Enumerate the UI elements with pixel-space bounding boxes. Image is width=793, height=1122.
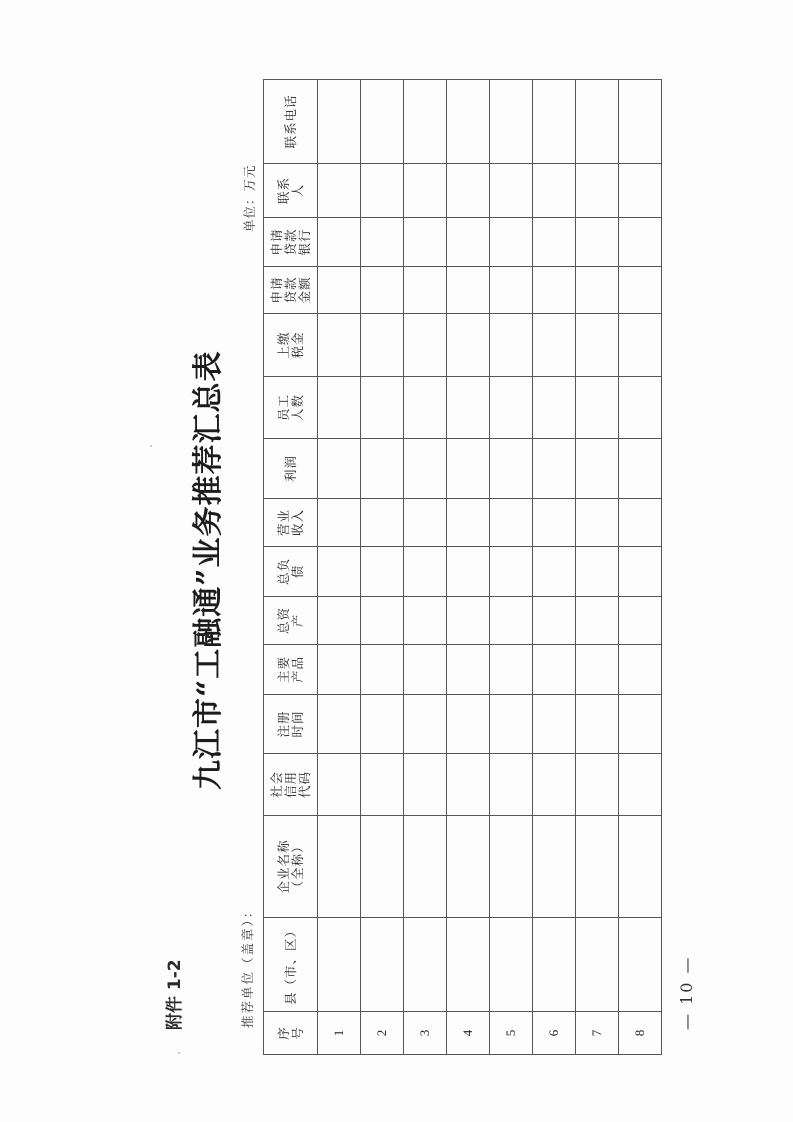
cell-profit[interactable] [404, 439, 447, 499]
table-header-row [264, 80, 318, 1055]
cell-reg-date[interactable] [619, 695, 662, 754]
cell-taxes-paid[interactable] [619, 314, 662, 377]
column-header-reg-date [264, 695, 318, 754]
cell-loan-amount[interactable] [361, 267, 404, 314]
cell-loan-bank[interactable] [447, 218, 490, 267]
column-header-label: 总负债 [275, 558, 305, 586]
cell-revenue[interactable] [490, 499, 533, 547]
cell-employees[interactable] [533, 377, 576, 439]
cell-contact-phone[interactable] [619, 80, 662, 164]
cell-index: 8 [619, 1012, 662, 1055]
cell-profit[interactable] [490, 439, 533, 499]
cell-index: 7 [576, 1012, 619, 1055]
cell-profit[interactable] [533, 439, 576, 499]
cell-reg-date[interactable] [318, 695, 361, 754]
cell-loan-amount[interactable] [447, 267, 490, 314]
cell-loan-amount[interactable] [619, 267, 662, 314]
column-header-contact-person [264, 164, 318, 218]
cell-total-assets[interactable] [318, 597, 361, 645]
column-header-label: 主要产品 [275, 656, 305, 684]
cell-loan-bank[interactable] [404, 218, 447, 267]
unit-label: 单位：万元 [242, 164, 257, 232]
cell-county[interactable] [533, 918, 576, 1012]
table-row [533, 80, 576, 1055]
cell-contact-person[interactable] [490, 164, 533, 218]
cell-employees[interactable] [318, 377, 361, 439]
cell-county[interactable] [318, 918, 361, 1012]
cell-credit-code[interactable] [404, 754, 447, 816]
cell-loan-amount[interactable] [404, 267, 447, 314]
cell-employees[interactable] [361, 377, 404, 439]
cell-total-liabilities[interactable] [404, 547, 447, 597]
cell-contact-phone[interactable] [318, 80, 361, 164]
column-header-index [264, 1012, 318, 1055]
cell-taxes-paid[interactable] [404, 314, 447, 377]
cell-profit[interactable] [576, 439, 619, 499]
cell-total-liabilities[interactable] [447, 547, 490, 597]
cell-reg-date[interactable] [404, 695, 447, 754]
column-header-main-products [264, 645, 318, 695]
cell-contact-person[interactable] [318, 164, 361, 218]
cell-taxes-paid[interactable] [447, 314, 490, 377]
cell-taxes-paid[interactable] [533, 314, 576, 377]
cell-loan-amount[interactable] [576, 267, 619, 314]
cell-company-name[interactable] [404, 816, 447, 918]
column-header-loan-amount [264, 267, 318, 314]
cell-contact-phone[interactable] [361, 80, 404, 164]
column-header-total-assets [264, 597, 318, 645]
column-header-label: 联系电话 [282, 94, 298, 149]
cell-profit[interactable] [447, 439, 490, 499]
cell-revenue[interactable] [361, 499, 404, 547]
cell-employees[interactable] [404, 377, 447, 439]
cell-index: 4 [447, 1012, 490, 1055]
cell-county[interactable] [361, 918, 404, 1012]
cell-revenue[interactable] [404, 499, 447, 547]
cell-county[interactable] [447, 918, 490, 1012]
column-header-employees [264, 377, 318, 439]
cell-revenue[interactable] [619, 499, 662, 547]
table-body [318, 80, 662, 1055]
cell-contact-person[interactable] [404, 164, 447, 218]
table-row [361, 80, 404, 1055]
cell-credit-code[interactable] [361, 754, 404, 816]
cell-loan-amount[interactable] [490, 267, 533, 314]
column-header-label: 总资产 [275, 607, 305, 635]
column-header-taxes-paid [264, 314, 318, 377]
cell-total-assets[interactable] [533, 597, 576, 645]
cell-main-products[interactable] [447, 645, 490, 695]
cell-credit-code[interactable] [576, 754, 619, 816]
cell-profit[interactable] [619, 439, 662, 499]
cell-main-products[interactable] [490, 645, 533, 695]
cell-loan-bank[interactable] [361, 218, 404, 267]
cell-loan-amount[interactable] [318, 267, 361, 314]
page-number: — 10 — [677, 955, 696, 1030]
cell-index: 6 [533, 1012, 576, 1055]
cell-index: 5 [490, 1012, 533, 1055]
cell-index: 1 [318, 1012, 361, 1055]
cell-total-assets[interactable] [576, 597, 619, 645]
cell-loan-bank[interactable] [576, 218, 619, 267]
cell-total-liabilities[interactable] [533, 547, 576, 597]
column-header-label: 社会信用代码 [268, 771, 312, 799]
cell-revenue[interactable] [533, 499, 576, 547]
cell-company-name[interactable] [533, 816, 576, 918]
scan-speck [178, 1052, 180, 1054]
table-row [404, 80, 447, 1055]
cell-employees[interactable] [447, 377, 490, 439]
cell-taxes-paid[interactable] [318, 314, 361, 377]
cell-employees[interactable] [490, 377, 533, 439]
cell-index: 2 [361, 1012, 404, 1055]
cell-total-assets[interactable] [447, 597, 490, 645]
cell-main-products[interactable] [619, 645, 662, 695]
cell-company-name[interactable] [490, 816, 533, 918]
cell-total-assets[interactable] [361, 597, 404, 645]
column-header-label: 利润 [282, 455, 298, 483]
cell-taxes-paid[interactable] [361, 314, 404, 377]
cell-reg-date[interactable] [490, 695, 533, 754]
cell-total-liabilities[interactable] [361, 547, 404, 597]
column-header-revenue [264, 499, 318, 547]
cell-contact-phone[interactable] [404, 80, 447, 164]
column-header-profit [264, 439, 318, 499]
cell-contact-person[interactable] [619, 164, 662, 218]
cell-total-liabilities[interactable] [490, 547, 533, 597]
column-header-credit-code [264, 754, 318, 816]
attachment-label: 附件 1-2 [165, 959, 185, 1030]
cell-county[interactable] [619, 918, 662, 1012]
cell-county[interactable] [576, 918, 619, 1012]
cell-reg-date[interactable] [576, 695, 619, 754]
cell-loan-bank[interactable] [490, 218, 533, 267]
column-header-label: 申请贷款金额 [268, 276, 312, 304]
column-header-contact-phone [264, 80, 318, 164]
table-row [318, 80, 361, 1055]
cell-main-products[interactable] [576, 645, 619, 695]
cell-credit-code[interactable] [619, 754, 662, 816]
cell-total-liabilities[interactable] [619, 547, 662, 597]
cell-index: 3 [404, 1012, 447, 1055]
cell-contact-person[interactable] [447, 164, 490, 218]
cell-contact-phone[interactable] [576, 80, 619, 164]
cell-loan-bank[interactable] [318, 218, 361, 267]
cell-loan-bank[interactable] [533, 218, 576, 267]
column-header-total-liabilities [264, 547, 318, 597]
column-header-county [264, 918, 318, 1012]
cell-contact-phone[interactable] [447, 80, 490, 164]
cell-main-products[interactable] [404, 645, 447, 695]
cell-main-products[interactable] [361, 645, 404, 695]
cell-profit[interactable] [361, 439, 404, 499]
cell-reg-date[interactable] [447, 695, 490, 754]
cell-credit-code[interactable] [318, 754, 361, 816]
cell-company-name[interactable] [619, 816, 662, 918]
column-header-company-name [264, 816, 318, 918]
cell-reg-date[interactable] [533, 695, 576, 754]
cell-contact-person[interactable] [361, 164, 404, 218]
cell-loan-amount[interactable] [533, 267, 576, 314]
column-header-label: 县（市、区） [282, 924, 298, 1006]
cell-total-assets[interactable] [619, 597, 662, 645]
recommendation-summary-table [263, 79, 662, 1055]
cell-total-liabilities[interactable] [576, 547, 619, 597]
column-header-label: 申请贷款银行 [268, 228, 312, 256]
column-header-label: 营业收入 [275, 509, 305, 537]
column-header-label: 上缴税金 [275, 331, 305, 359]
cell-revenue[interactable] [447, 499, 490, 547]
page-title: 九江市“工融通”业务推荐汇总表 [191, 350, 226, 790]
scan-speck [150, 445, 152, 447]
cell-total-assets[interactable] [490, 597, 533, 645]
table-row [576, 80, 619, 1055]
summary-table-container [263, 80, 654, 1055]
cell-taxes-paid[interactable] [576, 314, 619, 377]
cell-county[interactable] [490, 918, 533, 1012]
cell-employees[interactable] [576, 377, 619, 439]
cell-credit-code[interactable] [533, 754, 576, 816]
column-header-label: 注册时间 [275, 710, 305, 738]
recommender-unit-label: 推荐单位（盖章）： [240, 903, 255, 1028]
cell-main-products[interactable] [318, 645, 361, 695]
column-header-label: 联系人 [275, 177, 305, 205]
table-row [619, 80, 662, 1055]
cell-contact-person[interactable] [533, 164, 576, 218]
cell-main-products[interactable] [533, 645, 576, 695]
cell-contact-phone[interactable] [490, 80, 533, 164]
column-header-label: 序号 [275, 1026, 305, 1040]
column-header-label: 企业名称（全称） [275, 839, 305, 894]
cell-company-name[interactable] [361, 816, 404, 918]
cell-county[interactable] [404, 918, 447, 1012]
cell-company-name[interactable] [318, 816, 361, 918]
cell-total-assets[interactable] [404, 597, 447, 645]
column-header-loan-bank [264, 218, 318, 267]
table-row [447, 80, 490, 1055]
cell-total-liabilities[interactable] [318, 547, 361, 597]
cell-credit-code[interactable] [447, 754, 490, 816]
cell-taxes-paid[interactable] [490, 314, 533, 377]
cell-company-name[interactable] [447, 816, 490, 918]
cell-reg-date[interactable] [361, 695, 404, 754]
cell-profit[interactable] [318, 439, 361, 499]
cell-loan-bank[interactable] [619, 218, 662, 267]
cell-contact-phone[interactable] [533, 80, 576, 164]
cell-credit-code[interactable] [490, 754, 533, 816]
table-row [490, 80, 533, 1055]
cell-employees[interactable] [619, 377, 662, 439]
column-header-label: 员工人数 [275, 394, 305, 422]
cell-revenue[interactable] [576, 499, 619, 547]
cell-revenue[interactable] [318, 499, 361, 547]
cell-company-name[interactable] [576, 816, 619, 918]
cell-contact-person[interactable] [576, 164, 619, 218]
